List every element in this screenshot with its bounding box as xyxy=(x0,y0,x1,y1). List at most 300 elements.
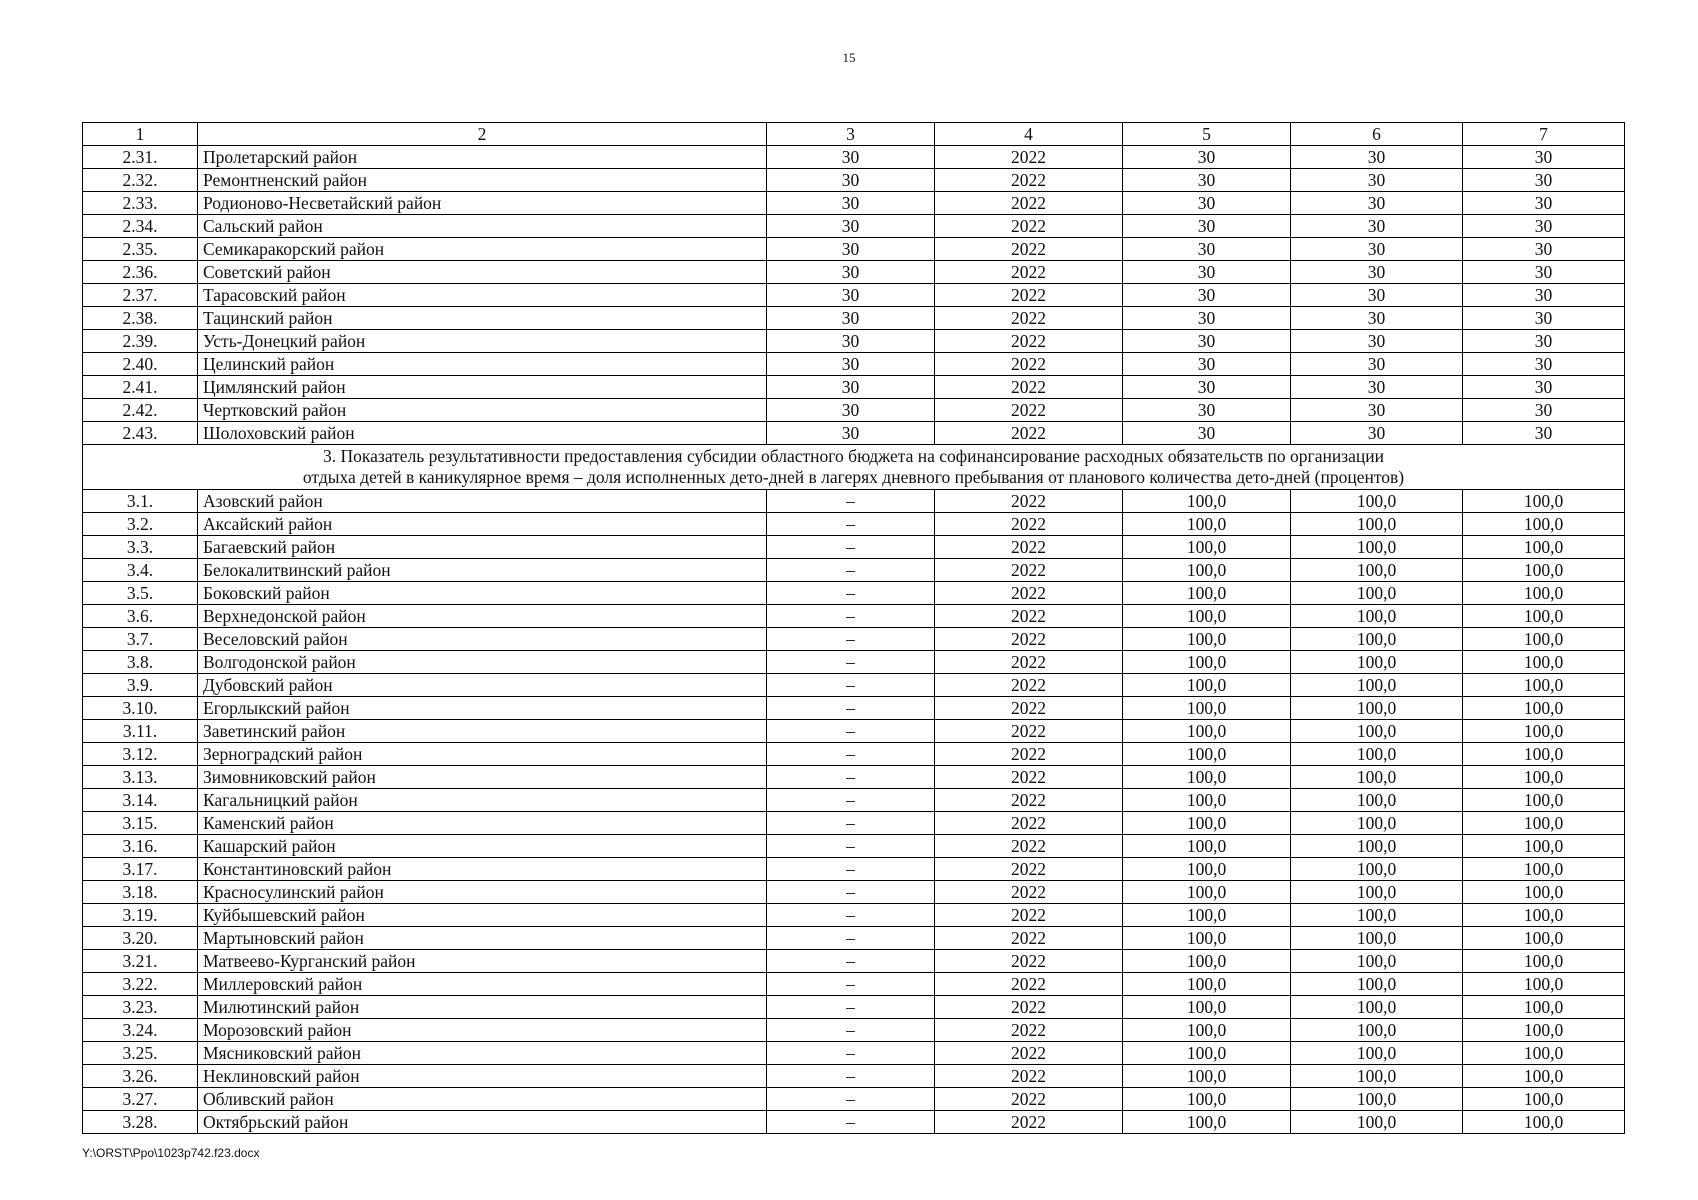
table-row xyxy=(83,261,1625,284)
district-name-cell: Тацинский район xyxy=(198,307,767,330)
year-cell: 2022 xyxy=(935,490,1123,513)
col6-cell: 30 xyxy=(1291,146,1463,169)
col6-cell: 30 xyxy=(1291,238,1463,261)
year-cell: 2022 xyxy=(935,582,1123,605)
col7-cell: 100,0 xyxy=(1463,513,1625,536)
table-row xyxy=(83,766,1625,789)
col6-cell: 100,0 xyxy=(1291,651,1463,674)
year-cell: 2022 xyxy=(935,812,1123,835)
table-row xyxy=(83,881,1625,904)
district-name-cell: Зимовниковский район xyxy=(198,766,767,789)
col3-cell: 30 xyxy=(767,146,935,169)
col6-cell: 100,0 xyxy=(1291,628,1463,651)
col6-cell: 100,0 xyxy=(1291,812,1463,835)
row-number-cell: 3.3. xyxy=(83,536,198,559)
col6-cell: 100,0 xyxy=(1291,1019,1463,1042)
row-number-cell: 3.20. xyxy=(83,927,198,950)
col5-cell: 100,0 xyxy=(1123,628,1291,651)
district-name-cell: Ремонтненский район xyxy=(198,169,767,192)
col6-cell: 30 xyxy=(1291,422,1463,445)
year-cell: 2022 xyxy=(935,399,1123,422)
col7-cell: 100,0 xyxy=(1463,812,1625,835)
col5-cell: 30 xyxy=(1123,192,1291,215)
year-cell: 2022 xyxy=(935,169,1123,192)
col6-cell: 30 xyxy=(1291,192,1463,215)
col5-cell: 30 xyxy=(1123,307,1291,330)
col5-cell: 100,0 xyxy=(1123,605,1291,628)
row-number-cell: 2.31. xyxy=(83,146,198,169)
row-number-cell: 3.18. xyxy=(83,881,198,904)
col3-cell: – xyxy=(767,1111,935,1134)
row-number-cell: 2.35. xyxy=(83,238,198,261)
col3-cell: 30 xyxy=(767,192,935,215)
table-row xyxy=(83,422,1625,445)
district-name-cell: Советский район xyxy=(198,261,767,284)
col5-cell: 100,0 xyxy=(1123,881,1291,904)
col6-cell: 100,0 xyxy=(1291,996,1463,1019)
table-row xyxy=(83,720,1625,743)
col5-cell: 100,0 xyxy=(1123,1019,1291,1042)
col3-cell: – xyxy=(767,973,935,996)
district-name-cell: Морозовский район xyxy=(198,1019,767,1042)
col3-cell: – xyxy=(767,950,935,973)
col7-cell: 30 xyxy=(1463,146,1625,169)
year-cell: 2022 xyxy=(935,605,1123,628)
col7-cell: 30 xyxy=(1463,261,1625,284)
district-name-cell: Милютинский район xyxy=(198,996,767,1019)
year-cell: 2022 xyxy=(935,261,1123,284)
col6-cell: 100,0 xyxy=(1291,1111,1463,1134)
district-name-cell: Мартыновский район xyxy=(198,927,767,950)
col3-cell: 30 xyxy=(767,353,935,376)
year-cell: 2022 xyxy=(935,330,1123,353)
col5-cell: 100,0 xyxy=(1123,1065,1291,1088)
col5-cell: 100,0 xyxy=(1123,559,1291,582)
year-cell: 2022 xyxy=(935,1019,1123,1042)
table-row xyxy=(83,215,1625,238)
district-name-cell: Целинский район xyxy=(198,353,767,376)
row-number-cell: 3.4. xyxy=(83,559,198,582)
col7-cell: 100,0 xyxy=(1463,651,1625,674)
year-cell: 2022 xyxy=(935,376,1123,399)
col6-cell: 30 xyxy=(1291,284,1463,307)
row-number-cell: 2.38. xyxy=(83,307,198,330)
table-row xyxy=(83,582,1625,605)
col3-cell: 30 xyxy=(767,307,935,330)
col6-cell: 100,0 xyxy=(1291,582,1463,605)
table-row xyxy=(83,376,1625,399)
section-heading-row xyxy=(83,445,1625,490)
year-cell: 2022 xyxy=(935,238,1123,261)
col7-cell: 30 xyxy=(1463,284,1625,307)
col7-cell: 100,0 xyxy=(1463,881,1625,904)
col5-cell: 100,0 xyxy=(1123,927,1291,950)
col6-cell: 100,0 xyxy=(1291,697,1463,720)
table-row xyxy=(83,789,1625,812)
year-cell: 2022 xyxy=(935,353,1123,376)
col5-cell: 100,0 xyxy=(1123,536,1291,559)
col3-cell: – xyxy=(767,904,935,927)
col6-cell: 100,0 xyxy=(1291,720,1463,743)
district-name-cell: Красносулинский район xyxy=(198,881,767,904)
col5-cell: 100,0 xyxy=(1123,490,1291,513)
col3-cell: 30 xyxy=(767,284,935,307)
district-name-cell: Кашарский район xyxy=(198,835,767,858)
col3-cell: – xyxy=(767,835,935,858)
col5-cell: 30 xyxy=(1123,146,1291,169)
col7-cell: 100,0 xyxy=(1463,1111,1625,1134)
row-number-cell: 2.34. xyxy=(83,215,198,238)
table-row xyxy=(83,192,1625,215)
col3-cell: 30 xyxy=(767,261,935,284)
col5-cell: 100,0 xyxy=(1123,1042,1291,1065)
header-cell: 5 xyxy=(1123,123,1291,146)
district-name-cell: Матвеево-Курганский район xyxy=(198,950,767,973)
col6-cell: 100,0 xyxy=(1291,858,1463,881)
table-row xyxy=(83,950,1625,973)
col5-cell: 100,0 xyxy=(1123,720,1291,743)
year-cell: 2022 xyxy=(935,835,1123,858)
district-name-cell: Миллеровский район xyxy=(198,973,767,996)
col5-cell: 30 xyxy=(1123,376,1291,399)
col5-cell: 100,0 xyxy=(1123,513,1291,536)
col5-cell: 100,0 xyxy=(1123,697,1291,720)
district-name-cell: Чертковский район xyxy=(198,399,767,422)
col6-cell: 30 xyxy=(1291,330,1463,353)
col7-cell: 100,0 xyxy=(1463,766,1625,789)
col3-cell: – xyxy=(767,674,935,697)
district-name-cell: Тарасовский район xyxy=(198,284,767,307)
col5-cell: 30 xyxy=(1123,169,1291,192)
row-number-cell: 3.28. xyxy=(83,1111,198,1134)
col6-cell: 100,0 xyxy=(1291,789,1463,812)
col6-cell: 100,0 xyxy=(1291,904,1463,927)
district-name-cell: Родионово-Несветайский район xyxy=(198,192,767,215)
col3-cell: 30 xyxy=(767,169,935,192)
table-row xyxy=(83,399,1625,422)
year-cell: 2022 xyxy=(935,881,1123,904)
table-row xyxy=(83,973,1625,996)
table-row xyxy=(83,513,1625,536)
table-row xyxy=(83,559,1625,582)
row-number-cell: 3.23. xyxy=(83,996,198,1019)
col6-cell: 100,0 xyxy=(1291,743,1463,766)
col5-cell: 100,0 xyxy=(1123,858,1291,881)
table-row xyxy=(83,536,1625,559)
table-row xyxy=(83,674,1625,697)
col5-cell: 100,0 xyxy=(1123,950,1291,973)
table-row xyxy=(83,1042,1625,1065)
row-number-cell: 3.22. xyxy=(83,973,198,996)
row-number-cell: 3.6. xyxy=(83,605,198,628)
col3-cell: – xyxy=(767,490,935,513)
year-cell: 2022 xyxy=(935,950,1123,973)
col5-cell: 100,0 xyxy=(1123,812,1291,835)
year-cell: 2022 xyxy=(935,1111,1123,1134)
col3-cell: – xyxy=(767,536,935,559)
table-row xyxy=(83,628,1625,651)
col3-cell: – xyxy=(767,766,935,789)
col7-cell: 100,0 xyxy=(1463,927,1625,950)
row-number-cell: 3.7. xyxy=(83,628,198,651)
year-cell: 2022 xyxy=(935,996,1123,1019)
year-cell: 2022 xyxy=(935,215,1123,238)
col3-cell: – xyxy=(767,605,935,628)
col7-cell: 100,0 xyxy=(1463,743,1625,766)
col5-cell: 30 xyxy=(1123,353,1291,376)
table-row xyxy=(83,238,1625,261)
table-row xyxy=(83,353,1625,376)
row-number-cell: 3.25. xyxy=(83,1042,198,1065)
year-cell: 2022 xyxy=(935,927,1123,950)
col5-cell: 100,0 xyxy=(1123,651,1291,674)
row-number-cell: 3.5. xyxy=(83,582,198,605)
row-number-cell: 3.9. xyxy=(83,674,198,697)
col7-cell: 100,0 xyxy=(1463,1019,1625,1042)
district-name-cell: Аксайский район xyxy=(198,513,767,536)
col7-cell: 100,0 xyxy=(1463,1042,1625,1065)
district-name-cell: Веселовский район xyxy=(198,628,767,651)
row-number-cell: 2.40. xyxy=(83,353,198,376)
district-name-cell: Неклиновский район xyxy=(198,1065,767,1088)
col3-cell: – xyxy=(767,789,935,812)
district-name-cell: Волгодонской район xyxy=(198,651,767,674)
col7-cell: 30 xyxy=(1463,399,1625,422)
row-number-cell: 2.41. xyxy=(83,376,198,399)
year-cell: 2022 xyxy=(935,1065,1123,1088)
district-name-cell: Мясниковский район xyxy=(198,1042,767,1065)
table-row xyxy=(83,1111,1625,1134)
col6-cell: 30 xyxy=(1291,307,1463,330)
col7-cell: 30 xyxy=(1463,422,1625,445)
row-number-cell: 3.19. xyxy=(83,904,198,927)
col3-cell: – xyxy=(767,1042,935,1065)
col6-cell: 100,0 xyxy=(1291,536,1463,559)
page-number: 15 xyxy=(842,50,856,65)
row-number-cell: 2.37. xyxy=(83,284,198,307)
district-name-cell: Боковский район xyxy=(198,582,767,605)
table-row xyxy=(83,605,1625,628)
district-name-cell: Цимлянский район xyxy=(198,376,767,399)
year-cell: 2022 xyxy=(935,674,1123,697)
col5-cell: 100,0 xyxy=(1123,766,1291,789)
col3-cell: 30 xyxy=(767,330,935,353)
col6-cell: 30 xyxy=(1291,169,1463,192)
col6-cell: 30 xyxy=(1291,261,1463,284)
col7-cell: 30 xyxy=(1463,353,1625,376)
row-number-cell: 2.33. xyxy=(83,192,198,215)
col6-cell: 100,0 xyxy=(1291,1042,1463,1065)
col6-cell: 100,0 xyxy=(1291,835,1463,858)
section-heading-line1: 3. Показатель результативности предоставления субсидии областного бюджета на софинансирование расходных обязательств по организации xyxy=(323,446,1384,466)
table-row xyxy=(83,330,1625,353)
row-number-cell: 2.39. xyxy=(83,330,198,353)
section-heading xyxy=(83,445,1625,490)
col6-cell: 100,0 xyxy=(1291,674,1463,697)
col5-cell: 100,0 xyxy=(1123,582,1291,605)
col6-cell: 30 xyxy=(1291,399,1463,422)
col7-cell: 100,0 xyxy=(1463,628,1625,651)
col7-cell: 30 xyxy=(1463,307,1625,330)
year-cell: 2022 xyxy=(935,146,1123,169)
table-row xyxy=(83,284,1625,307)
col7-cell: 100,0 xyxy=(1463,858,1625,881)
year-cell: 2022 xyxy=(935,307,1123,330)
col5-cell: 100,0 xyxy=(1123,835,1291,858)
district-name-cell: Каменский район xyxy=(198,812,767,835)
row-number-cell: 3.11. xyxy=(83,720,198,743)
year-cell: 2022 xyxy=(935,697,1123,720)
row-number-cell: 3.21. xyxy=(83,950,198,973)
year-cell: 2022 xyxy=(935,766,1123,789)
col5-cell: 30 xyxy=(1123,284,1291,307)
table-row xyxy=(83,904,1625,927)
row-number-cell: 3.2. xyxy=(83,513,198,536)
col3-cell: – xyxy=(767,697,935,720)
district-name-cell: Зерноградский район xyxy=(198,743,767,766)
col7-cell: 100,0 xyxy=(1463,973,1625,996)
col7-cell: 30 xyxy=(1463,376,1625,399)
col6-cell: 30 xyxy=(1291,376,1463,399)
col3-cell: – xyxy=(767,720,935,743)
col3-cell: – xyxy=(767,996,935,1019)
col6-cell: 100,0 xyxy=(1291,881,1463,904)
col7-cell: 100,0 xyxy=(1463,536,1625,559)
file-path-footer: Y:\ORST\Ppo\1023p742.f23.docx xyxy=(82,1146,260,1160)
row-number-cell: 3.1. xyxy=(83,490,198,513)
col7-cell: 30 xyxy=(1463,169,1625,192)
district-name-cell: Усть-Донецкий район xyxy=(198,330,767,353)
district-name-cell: Верхнедонской район xyxy=(198,605,767,628)
district-name-cell: Заветинский район xyxy=(198,720,767,743)
header-cell: 2 xyxy=(198,123,767,146)
year-cell: 2022 xyxy=(935,513,1123,536)
col6-cell: 100,0 xyxy=(1291,559,1463,582)
col3-cell: – xyxy=(767,582,935,605)
year-cell: 2022 xyxy=(935,284,1123,307)
table-row xyxy=(83,743,1625,766)
col3-cell: 30 xyxy=(767,422,935,445)
col7-cell: 100,0 xyxy=(1463,1065,1625,1088)
district-name-cell: Шолоховский район xyxy=(198,422,767,445)
col6-cell: 30 xyxy=(1291,353,1463,376)
row-number-cell: 2.32. xyxy=(83,169,198,192)
col6-cell: 30 xyxy=(1291,215,1463,238)
table-row xyxy=(83,651,1625,674)
district-name-cell: Кагальницкий район xyxy=(198,789,767,812)
district-name-cell: Обливский район xyxy=(198,1088,767,1111)
col3-cell: – xyxy=(767,513,935,536)
col3-cell: – xyxy=(767,927,935,950)
district-name-cell: Семикаракорский район xyxy=(198,238,767,261)
row-number-cell: 2.36. xyxy=(83,261,198,284)
col3-cell: 30 xyxy=(767,238,935,261)
col6-cell: 100,0 xyxy=(1291,490,1463,513)
col3-cell: – xyxy=(767,858,935,881)
header-cell: 1 xyxy=(83,123,198,146)
header-cell: 7 xyxy=(1463,123,1625,146)
table-row xyxy=(83,835,1625,858)
row-number-cell: 3.16. xyxy=(83,835,198,858)
row-number-cell: 3.15. xyxy=(83,812,198,835)
col7-cell: 100,0 xyxy=(1463,720,1625,743)
col3-cell: – xyxy=(767,651,935,674)
year-cell: 2022 xyxy=(935,743,1123,766)
district-name-cell: Дубовский район xyxy=(198,674,767,697)
col5-cell: 100,0 xyxy=(1123,973,1291,996)
col6-cell: 100,0 xyxy=(1291,605,1463,628)
col6-cell: 100,0 xyxy=(1291,1088,1463,1111)
table-row xyxy=(83,490,1625,513)
col5-cell: 30 xyxy=(1123,422,1291,445)
table-row xyxy=(83,307,1625,330)
col3-cell: – xyxy=(767,743,935,766)
district-name-cell: Багаевский район xyxy=(198,536,767,559)
col3-cell: – xyxy=(767,1065,935,1088)
year-cell: 2022 xyxy=(935,973,1123,996)
col7-cell: 100,0 xyxy=(1463,950,1625,973)
col5-cell: 100,0 xyxy=(1123,789,1291,812)
row-number-cell: 3.10. xyxy=(83,697,198,720)
col7-cell: 30 xyxy=(1463,215,1625,238)
col3-cell: – xyxy=(767,628,935,651)
year-cell: 2022 xyxy=(935,651,1123,674)
row-number-cell: 3.8. xyxy=(83,651,198,674)
header-cell: 6 xyxy=(1291,123,1463,146)
row-number-cell: 3.27. xyxy=(83,1088,198,1111)
table-row xyxy=(83,169,1625,192)
col7-cell: 100,0 xyxy=(1463,605,1625,628)
year-cell: 2022 xyxy=(935,628,1123,651)
col6-cell: 100,0 xyxy=(1291,950,1463,973)
district-name-cell: Октябрьский район xyxy=(198,1111,767,1134)
indicators-table xyxy=(82,122,1625,1134)
col7-cell: 100,0 xyxy=(1463,904,1625,927)
col7-cell: 100,0 xyxy=(1463,674,1625,697)
col7-cell: 100,0 xyxy=(1463,789,1625,812)
row-number-cell: 2.43. xyxy=(83,422,198,445)
col5-cell: 30 xyxy=(1123,238,1291,261)
col7-cell: 100,0 xyxy=(1463,697,1625,720)
table-row xyxy=(83,996,1625,1019)
table-row xyxy=(83,146,1625,169)
col3-cell: 30 xyxy=(767,376,935,399)
district-name-cell: Сальский район xyxy=(198,215,767,238)
col5-cell: 30 xyxy=(1123,215,1291,238)
year-cell: 2022 xyxy=(935,559,1123,582)
col6-cell: 100,0 xyxy=(1291,1065,1463,1088)
row-number-cell: 3.24. xyxy=(83,1019,198,1042)
col7-cell: 100,0 xyxy=(1463,490,1625,513)
col3-cell: – xyxy=(767,881,935,904)
row-number-cell: 2.42. xyxy=(83,399,198,422)
year-cell: 2022 xyxy=(935,422,1123,445)
year-cell: 2022 xyxy=(935,720,1123,743)
header-cell: 4 xyxy=(935,123,1123,146)
col7-cell: 100,0 xyxy=(1463,559,1625,582)
row-number-cell: 3.12. xyxy=(83,743,198,766)
column-number-row xyxy=(83,123,1625,146)
col5-cell: 100,0 xyxy=(1123,1088,1291,1111)
year-cell: 2022 xyxy=(935,192,1123,215)
year-cell: 2022 xyxy=(935,904,1123,927)
col6-cell: 100,0 xyxy=(1291,513,1463,536)
col7-cell: 100,0 xyxy=(1463,835,1625,858)
year-cell: 2022 xyxy=(935,1088,1123,1111)
col5-cell: 30 xyxy=(1123,261,1291,284)
table-row xyxy=(83,697,1625,720)
col6-cell: 100,0 xyxy=(1291,973,1463,996)
